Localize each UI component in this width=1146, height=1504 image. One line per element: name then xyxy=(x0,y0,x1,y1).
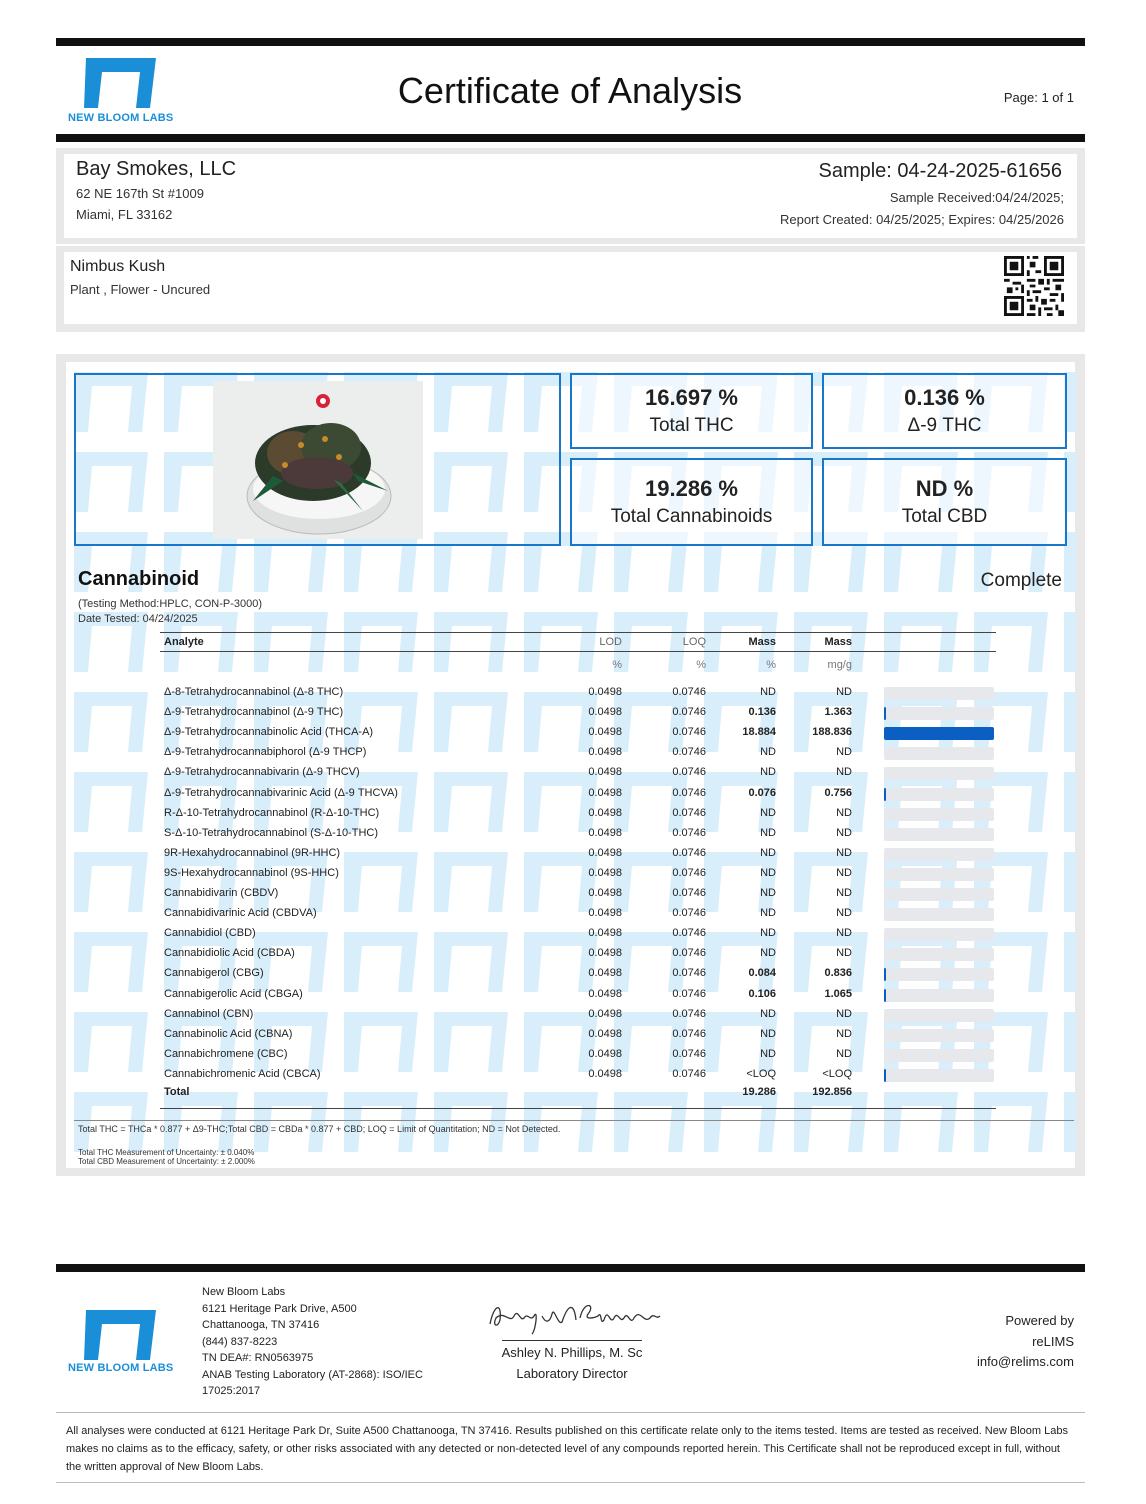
date-tested: Date Tested: 04/24/2025 xyxy=(78,613,198,625)
formula-note: Total THC = THCa * 0.877 + Δ9-THC;Total CBD = CBDa * 0.877 + CBD; LOQ = Limit of Quantitation; ND = Not Detected. xyxy=(78,1124,561,1134)
bar-fill xyxy=(884,968,886,981)
col-lod: LOD xyxy=(599,636,622,648)
total-pct: 19.286 xyxy=(742,1086,776,1098)
lod-value: 0.0498 xyxy=(588,907,622,920)
product-name: Nimbus Kush xyxy=(70,258,166,275)
notes-rule xyxy=(74,1120,1074,1121)
bottom-rule xyxy=(56,1482,1085,1483)
footer-logo-icon xyxy=(80,1310,158,1360)
table-row xyxy=(0,706,1146,726)
loq-value: 0.0746 xyxy=(672,686,706,698)
product-type: Plant , Flower - Uncured xyxy=(70,282,211,297)
lod-value: 0.0498 xyxy=(588,806,622,819)
product-panel xyxy=(56,246,1085,332)
bar-track xyxy=(884,948,994,961)
analyte-name: 9R-Hexahydrocannabinol (9R-HHC) xyxy=(164,846,341,859)
analyte-name: Cannabinolic Acid (CBNA) xyxy=(164,1027,293,1040)
lod-value: 0.0498 xyxy=(588,866,622,879)
bar-track xyxy=(884,908,994,921)
lab-dea: TN DEA#: RN0563975 xyxy=(202,1352,314,1364)
lab-name: New Bloom Labs xyxy=(202,1286,286,1298)
bar-fill xyxy=(884,989,886,1002)
lod-value: 0.0498 xyxy=(588,927,622,940)
analyte-name: Δ-9-Tetrahydrocannabinol (Δ-9 THC) xyxy=(164,706,344,719)
total-mg: 192.856 xyxy=(812,1086,852,1098)
page-number: Page: 1 of 1 xyxy=(1003,90,1074,105)
lod-value: 0.0498 xyxy=(588,826,622,839)
section-status: Complete xyxy=(980,570,1062,591)
table-row xyxy=(0,907,1146,927)
bar-fill xyxy=(884,788,886,801)
bar-track xyxy=(884,828,994,841)
testing-method: (Testing Method:HPLC, CON-P-3000) xyxy=(78,598,263,610)
lab-anab2: 17025:2017 xyxy=(202,1385,261,1397)
total-cbd-label: Total CBD xyxy=(901,506,988,527)
mass-pct-value: <LOQ xyxy=(746,1067,776,1080)
loq-value: 0.0746 xyxy=(672,846,706,859)
loq-value: 0.0746 xyxy=(672,1067,706,1080)
table-row xyxy=(0,847,1146,867)
lod-value: 0.0498 xyxy=(588,726,622,739)
analyte-name: Cannabidiolic Acid (CBDA) xyxy=(164,947,295,960)
bar-fill xyxy=(884,727,994,740)
mass-mg-value: ND xyxy=(836,806,852,819)
lod-value: 0.0498 xyxy=(588,766,622,779)
bar-track xyxy=(884,868,994,881)
table-row xyxy=(0,1068,1146,1088)
bar-fill xyxy=(884,1069,886,1082)
lod-value: 0.0498 xyxy=(588,746,622,759)
total-cbd-value: ND % xyxy=(915,476,974,501)
table-row xyxy=(0,927,1146,947)
lod-value: 0.0498 xyxy=(588,686,622,698)
total-cbd-card xyxy=(822,458,1067,546)
loq-value: 0.0746 xyxy=(672,766,706,779)
table-row xyxy=(0,887,1146,907)
loq-value: 0.0746 xyxy=(672,826,706,839)
loq-value: 0.0746 xyxy=(672,987,706,1000)
bar-track xyxy=(884,1029,994,1042)
analyte-name: Δ-9-Tetrahydrocannabinolic Acid (THCA-A) xyxy=(164,726,374,739)
analyte-name: R-Δ-10-Tetrahydrocannabinol (R-Δ-10-THC) xyxy=(164,806,380,819)
bar-track xyxy=(884,707,994,720)
mass-mg-value: ND xyxy=(836,887,852,899)
table-row xyxy=(0,1048,1146,1068)
analyte-name: Cannabigerolic Acid (CBGA) xyxy=(164,987,303,1000)
signer-title: Laboratory Director xyxy=(516,1366,628,1381)
lod-value: 0.0498 xyxy=(588,1027,622,1040)
table-row xyxy=(0,1008,1146,1028)
mass-mg-value: ND xyxy=(836,766,852,779)
analyte-name: Δ-9-Tetrahydrocannabiphorol (Δ-9 THCP) xyxy=(164,746,367,759)
analyte-name: Cannabinol (CBN) xyxy=(164,1007,254,1020)
total-thc-value: 16.697 % xyxy=(645,385,738,410)
analyte-name: Δ-9-Tetrahydrocannabivarinic Acid (Δ-9 THCVA) xyxy=(164,786,398,799)
mass-pct-value: 0.084 xyxy=(748,967,776,980)
lod-value: 0.0498 xyxy=(588,987,622,1000)
signature-line xyxy=(502,1340,642,1341)
mass-mg-value: ND xyxy=(836,927,852,940)
bar-track xyxy=(884,808,994,821)
table-row xyxy=(0,807,1146,827)
total-cannabinoids-card xyxy=(570,458,813,546)
mass-mg-value: 188.836 xyxy=(812,726,852,739)
powered-email[interactable]: info@relims.com xyxy=(977,1354,1074,1369)
lod-value: 0.0498 xyxy=(588,786,622,799)
qr-code-icon xyxy=(1004,256,1064,316)
bar-track xyxy=(884,888,994,901)
lod-value: 0.0498 xyxy=(588,947,622,960)
table-row xyxy=(0,967,1146,987)
mass-pct-value: ND xyxy=(760,746,776,759)
bar-track xyxy=(884,968,994,981)
total-label: Total xyxy=(164,1086,190,1098)
mass-pct-value: 0.136 xyxy=(748,706,776,719)
loq-value: 0.0746 xyxy=(672,907,706,920)
signer-name: Ashley N. Phillips, M. Sc xyxy=(501,1345,643,1360)
mass-pct-value: ND xyxy=(760,1047,776,1060)
sample-id: Sample: 04-24-2025-61656 xyxy=(818,160,1062,182)
mass-mg-value: 0.756 xyxy=(824,786,852,799)
loq-value: 0.0746 xyxy=(672,947,706,960)
thc-uncertainty: Total THC Measurement of Uncertainty: ± 0.040% xyxy=(78,1148,255,1157)
table-bottom-rule xyxy=(160,1108,996,1109)
mass-pct-value: ND xyxy=(760,686,776,698)
mass-pct-value: ND xyxy=(760,887,776,899)
table-top-rule xyxy=(160,632,996,633)
mass-pct-value: ND xyxy=(760,1027,776,1040)
top-rule xyxy=(56,38,1085,46)
mass-mg-value: ND xyxy=(836,907,852,920)
d9-thc-label: Δ-9 THC xyxy=(907,415,982,436)
table-row xyxy=(0,867,1146,887)
bar-track xyxy=(884,989,994,1002)
sample-photo xyxy=(213,381,423,539)
total-cannabinoids-value: 19.286 % xyxy=(645,476,738,501)
analyte-name: Cannabichromene (CBC) xyxy=(164,1047,288,1060)
loq-value: 0.0746 xyxy=(672,887,706,899)
logo-text: NEW BLOOM LABS xyxy=(68,112,174,124)
table-row xyxy=(0,1028,1146,1048)
total-thc-label: Total THC xyxy=(649,415,734,436)
footer-rule xyxy=(56,1264,1085,1272)
analyte-name: Δ-8-Tetrahydrocannabinol (Δ-8 THC) xyxy=(164,686,344,698)
lab-phone: (844) 837-8223 xyxy=(202,1336,278,1348)
report-dates: Report Created: 04/25/2025; Expires: 04/25/2026 xyxy=(779,212,1064,227)
mass-mg-value: 1.065 xyxy=(824,987,852,1000)
mass-pct-value: ND xyxy=(760,1007,776,1020)
disclaimer-rule xyxy=(56,1412,1085,1413)
mass-mg-value: ND xyxy=(836,947,852,960)
col-mass-mg: Mass xyxy=(824,636,852,648)
analyte-name: Cannabidivarinic Acid (CBDVA) xyxy=(164,907,317,920)
unit-pct: % xyxy=(766,659,776,671)
bar-track xyxy=(884,1049,994,1062)
mass-pct-value: ND xyxy=(760,947,776,960)
table-header-rule xyxy=(160,651,996,652)
mass-mg-value: ND xyxy=(836,826,852,839)
mass-mg-value: ND xyxy=(836,1007,852,1020)
client-address-line1: 62 NE 167th St #1009 xyxy=(76,186,204,201)
new-bloom-labs-logo-icon xyxy=(80,58,158,108)
bar-track xyxy=(884,1069,994,1082)
table-row xyxy=(0,827,1146,847)
mass-mg-value: ND xyxy=(836,746,852,759)
lod-value: 0.0498 xyxy=(588,1007,622,1020)
powered-brand: reLIMS xyxy=(1032,1334,1074,1349)
lod-value: 0.0498 xyxy=(588,1047,622,1060)
analyte-name: Cannabidivarin (CBDV) xyxy=(164,887,279,899)
lod-value: 0.0498 xyxy=(588,706,622,719)
mass-pct-value: 0.106 xyxy=(748,987,776,1000)
footer-logo-text: NEW BLOOM LABS xyxy=(68,1362,174,1374)
loq-value: 0.0746 xyxy=(672,746,706,759)
loq-value: 0.0746 xyxy=(672,806,706,819)
mass-mg-value: ND xyxy=(836,1047,852,1060)
loq-value: 0.0746 xyxy=(672,786,706,799)
lod-value: 0.0498 xyxy=(588,967,622,980)
sample-received: Sample Received:04/24/2025; xyxy=(889,190,1064,205)
mass-pct-value: ND xyxy=(760,907,776,920)
total-row xyxy=(0,1086,1146,1106)
bar-track xyxy=(884,767,994,780)
d9-thc-value: 0.136 % xyxy=(904,385,985,410)
bar-track xyxy=(884,788,994,801)
loq-value: 0.0746 xyxy=(672,927,706,940)
table-row xyxy=(0,988,1146,1008)
lod-value: 0.0498 xyxy=(588,1067,622,1080)
bar-fill xyxy=(884,707,886,720)
table-row xyxy=(0,787,1146,807)
client-name: Bay Smokes, LLC xyxy=(76,158,237,180)
col-loq: LOQ xyxy=(682,636,706,648)
powered-by: Powered by xyxy=(1005,1313,1074,1328)
analyte-name: Cannabidiol (CBD) xyxy=(164,927,256,940)
bar-track xyxy=(884,747,994,760)
lab-anab1: ANAB Testing Laboratory (AT-2868): ISO/IEC xyxy=(202,1369,423,1381)
section-title: Cannabinoid xyxy=(78,568,200,590)
bar-track xyxy=(884,1009,994,1022)
mass-mg-value: <LOQ xyxy=(822,1067,852,1080)
lab-address2: Chattanooga, TN 37416 xyxy=(202,1319,320,1331)
mass-pct-value: ND xyxy=(760,806,776,819)
flower-image-icon xyxy=(213,381,423,539)
d9-thc-card xyxy=(822,373,1067,449)
mass-pct-value: ND xyxy=(760,826,776,839)
mass-mg-value: 1.363 xyxy=(824,706,852,719)
mass-pct-value: 18.884 xyxy=(742,726,776,739)
total-cannabinoids-label: Total Cannabinoids xyxy=(610,506,773,527)
bar-track xyxy=(884,848,994,861)
loq-value: 0.0746 xyxy=(672,967,706,980)
loq-value: 0.0746 xyxy=(672,1027,706,1040)
mass-pct-value: ND xyxy=(760,846,776,859)
unit-loq: % xyxy=(696,659,706,671)
page-title: Certificate of Analysis xyxy=(397,70,743,111)
table-row xyxy=(0,726,1146,746)
disclaimer: All analyses were conducted at 6121 Heritage Park Dr, Suite A500 Chattanooga, TN 37416. Results published on this certificate relate only to the items tested. Items are tested as received. New Bloom Labs makes no claims as to the efficacy, safety, or other risks associated with any detected or non-detected level of any compounds reported herein. This Certificate shall not be reproduced except in full, without the written approval of New Bloom Labs. xyxy=(66,1425,1068,1473)
loq-value: 0.0746 xyxy=(672,1047,706,1060)
analyte-name: Cannabigerol (CBG) xyxy=(164,967,264,980)
loq-value: 0.0746 xyxy=(672,706,706,719)
bar-track xyxy=(884,928,994,941)
mass-pct-value: ND xyxy=(760,927,776,940)
mass-pct-value: ND xyxy=(760,866,776,879)
total-thc-card xyxy=(570,373,813,449)
unit-lod: % xyxy=(612,659,622,671)
mass-pct-value: 0.076 xyxy=(748,786,776,799)
loq-value: 0.0746 xyxy=(672,866,706,879)
client-address-line2: Miami, FL 33162 xyxy=(76,207,173,222)
table-row xyxy=(0,947,1146,967)
analyte-name: S-Δ-10-Tetrahydrocannabinol (S-Δ-10-THC) xyxy=(164,826,378,839)
cbd-uncertainty: Total CBD Measurement of Uncertainty: ± 2.000% xyxy=(78,1157,255,1166)
table-row xyxy=(0,766,1146,786)
table-row xyxy=(0,686,1146,706)
col-mass-pct: Mass xyxy=(748,636,776,648)
mass-pct-value: ND xyxy=(760,766,776,779)
lod-value: 0.0498 xyxy=(588,887,622,899)
lod-value: 0.0498 xyxy=(588,846,622,859)
analyte-name: 9S-Hexahydrocannabinol (9S-HHC) xyxy=(164,866,339,879)
unit-mg: mg/g xyxy=(827,659,852,671)
mass-mg-value: ND xyxy=(836,1027,852,1040)
mass-mg-value: ND xyxy=(836,846,852,859)
analyte-name: Δ-9-Tetrahydrocannabivarin (Δ-9 THCV) xyxy=(164,766,360,779)
bar-track xyxy=(884,687,994,700)
loq-value: 0.0746 xyxy=(672,726,706,739)
analyte-name: Cannabichromenic Acid (CBCA) xyxy=(164,1067,321,1080)
mass-mg-value: ND xyxy=(836,686,852,698)
loq-value: 0.0746 xyxy=(672,1007,706,1020)
lab-address1: 6121 Heritage Park Drive, A500 xyxy=(202,1303,357,1315)
signature-icon xyxy=(484,1296,664,1336)
header-rule xyxy=(56,134,1085,142)
table-row xyxy=(0,746,1146,766)
col-analyte: Analyte xyxy=(164,636,204,648)
mass-mg-value: ND xyxy=(836,866,852,879)
mass-mg-value: 0.836 xyxy=(824,967,852,980)
